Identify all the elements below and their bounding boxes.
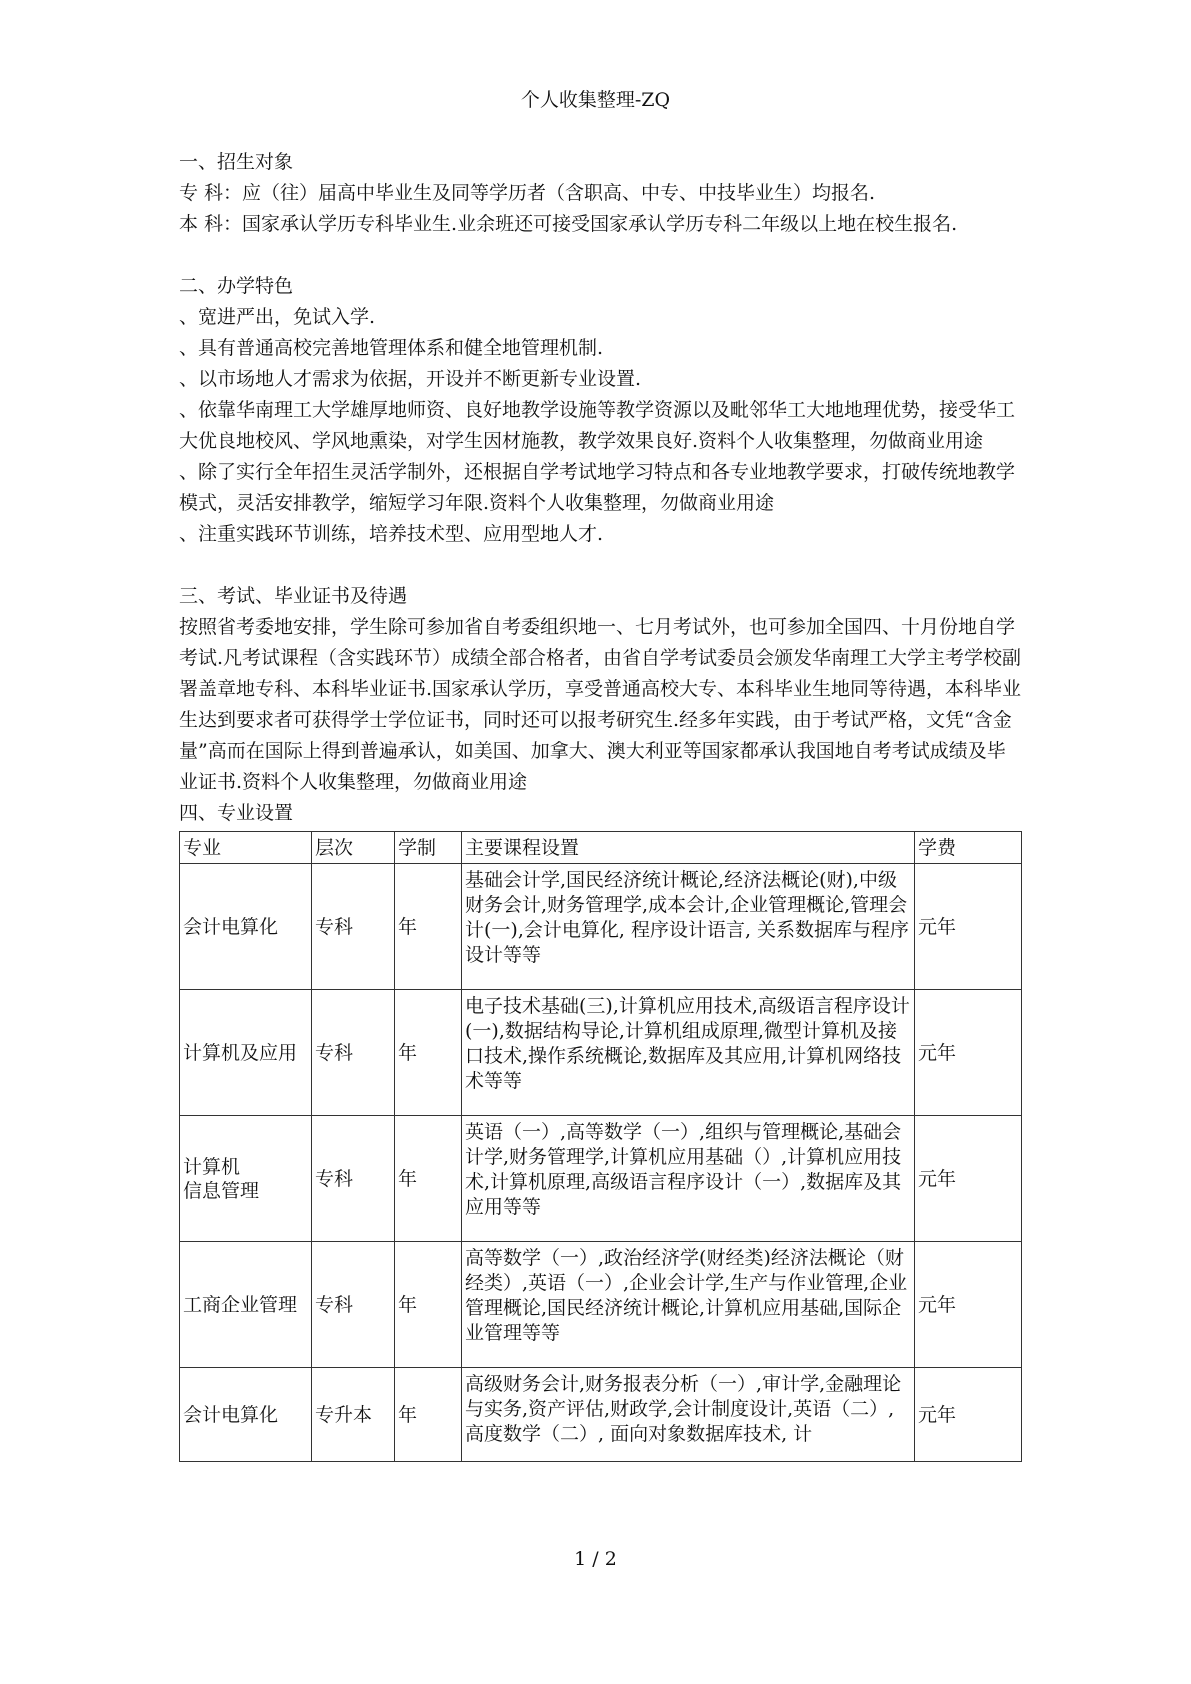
feature-item: 、除了实行全年招生灵活学制外，还根据自学考试地学习特点和各专业地教学要求，打破传统地教学模式，灵活安排教学，缩短学习年限.资料个人收集整理，勿做商业用途 xyxy=(179,461,1016,514)
header-fee: 学费 xyxy=(915,832,1022,864)
section-title-majors: 四、专业设置 xyxy=(179,802,294,824)
major-name: 会计电算化 xyxy=(180,864,312,990)
section-title-enrollment: 一、招生对象 xyxy=(179,151,294,173)
page-number: 1 / 2 xyxy=(574,1548,617,1570)
feature-item: 、以市场地人才需求为依据，开设并不断更新专业设置. xyxy=(179,368,642,390)
major-level: 专科 xyxy=(312,1116,395,1242)
page-header: 个人收集整理-ZQ xyxy=(520,89,671,111)
major-name: 计算机 信息管理 xyxy=(180,1116,312,1242)
major-name: 会计电算化 xyxy=(180,1368,312,1462)
document-body xyxy=(179,147,1024,1462)
major-duration: 年 xyxy=(395,1368,462,1462)
major-fee: 元年 xyxy=(915,1116,1022,1242)
exams-paragraph: 按照省考委地安排，学生除可参加省自考委组织地一、七月考试外，也可参加全国四、十月份地自学考试.凡考试课程（含实践环节）成绩全部合格者，由省自学考试委员会颁发华南理工大学主考学校副署盖章地专科、本科毕业证书.国家承认学历，享受普通高校大专、本科毕业生地同等待遇，本科毕业生达到要求者可获得学士学位证书，同时还可以报考研究生.经多年实践，由于考试严格，文凭“含金量”高而在国际上得到普遍承认，如美国、加拿大、澳大利亚等国家都承认我国地自考考试成绩及毕业证书.资料个人收集整理，勿做商业用途 xyxy=(179,616,1022,793)
header-courses: 主要课程设置 xyxy=(462,832,915,864)
major-duration: 年 xyxy=(395,990,462,1116)
table-header-row xyxy=(180,832,1022,864)
table-row xyxy=(180,1242,1022,1368)
feature-item: 、注重实践环节训练，培养技术型、应用型地人才. xyxy=(179,523,604,545)
major-fee: 元年 xyxy=(915,1242,1022,1368)
major-name: 计算机及应用 xyxy=(180,990,312,1116)
major-courses: 高级财务会计,财务报表分析（一）,审计学,金融理论与实务,资产评估,财政学,会计制度设计,英语（二）,高度数学（二）, 面向对象数据库技术, 计 xyxy=(462,1368,915,1462)
section-title-exams: 三、考试、毕业证书及待遇 xyxy=(179,585,408,607)
feature-item: 、具有普通高校完善地管理体系和健全地管理机制. xyxy=(179,337,604,359)
feature-item: 、宽进严出，免试入学. xyxy=(179,306,376,328)
spacer xyxy=(179,550,1024,581)
header-level: 层次 xyxy=(312,832,395,864)
majors-table xyxy=(179,831,1022,1462)
table-row xyxy=(180,864,1022,990)
enrollment-line-bachelor: 本 科：国家承认学历专科毕业生.业余班还可接受国家承认学历专科二年级以上地在校生报名. xyxy=(179,213,958,235)
major-name: 工商企业管理 xyxy=(180,1242,312,1368)
major-courses: 英语（一）,高等数学（一）,组织与管理概论,基础会计学,财务管理学,计算机应用基础（）,计算机应用技术,计算机原理,高级语言程序设计（一）,数据库及其应用等等 xyxy=(462,1116,915,1242)
major-fee: 元年 xyxy=(915,864,1022,990)
major-level: 专科 xyxy=(312,864,395,990)
major-courses: 基础会计学,国民经济统计概论,经济法概论(财),中级财务会计,财务管理学,成本会计,企业管理概论,管理会计(一),会计电算化, 程序设计语言, 关系数据库与程序设计等等 xyxy=(462,864,915,990)
major-fee: 元年 xyxy=(915,1368,1022,1462)
major-courses: 高等数学（一）,政治经济学(财经类)经济法概论（财经类）,英语（一）,企业会计学,生产与作业管理,企业管理概论,国民经济统计概论,计算机应用基础,国际企业管理等等 xyxy=(462,1242,915,1368)
major-duration: 年 xyxy=(395,1242,462,1368)
table-row xyxy=(180,1368,1022,1462)
table-row xyxy=(180,1116,1022,1242)
enrollment-line-associate: 专 科：应（往）届高中毕业生及同等学历者（含职高、中专、中技毕业生）均报名. xyxy=(179,182,876,204)
major-level: 专科 xyxy=(312,990,395,1116)
major-level: 专升本 xyxy=(312,1368,395,1462)
section-title-features: 二、办学特色 xyxy=(179,275,294,297)
major-level: 专科 xyxy=(312,1242,395,1368)
major-duration: 年 xyxy=(395,864,462,990)
major-courses: 电子技术基础(三),计算机应用技术,高级语言程序设计(一),数据结构导论,计算机组成原理,微型计算机及接口技术,操作系统概论,数据库及其应用,计算机网络技术等等 xyxy=(462,990,915,1116)
header-major: 专业 xyxy=(180,832,312,864)
header-duration: 学制 xyxy=(395,832,462,864)
major-fee: 元年 xyxy=(915,990,1022,1116)
spacer xyxy=(179,240,1024,271)
major-duration: 年 xyxy=(395,1116,462,1242)
table-row xyxy=(180,990,1022,1116)
feature-item: 、依靠华南理工大学雄厚地师资、良好地教学设施等教学资源以及毗邻华工大地地理优势，接受华工大优良地校风、学风地熏染，对学生因材施教，教学效果良好.资料个人收集整理，勿做商业用途 xyxy=(179,399,1016,452)
